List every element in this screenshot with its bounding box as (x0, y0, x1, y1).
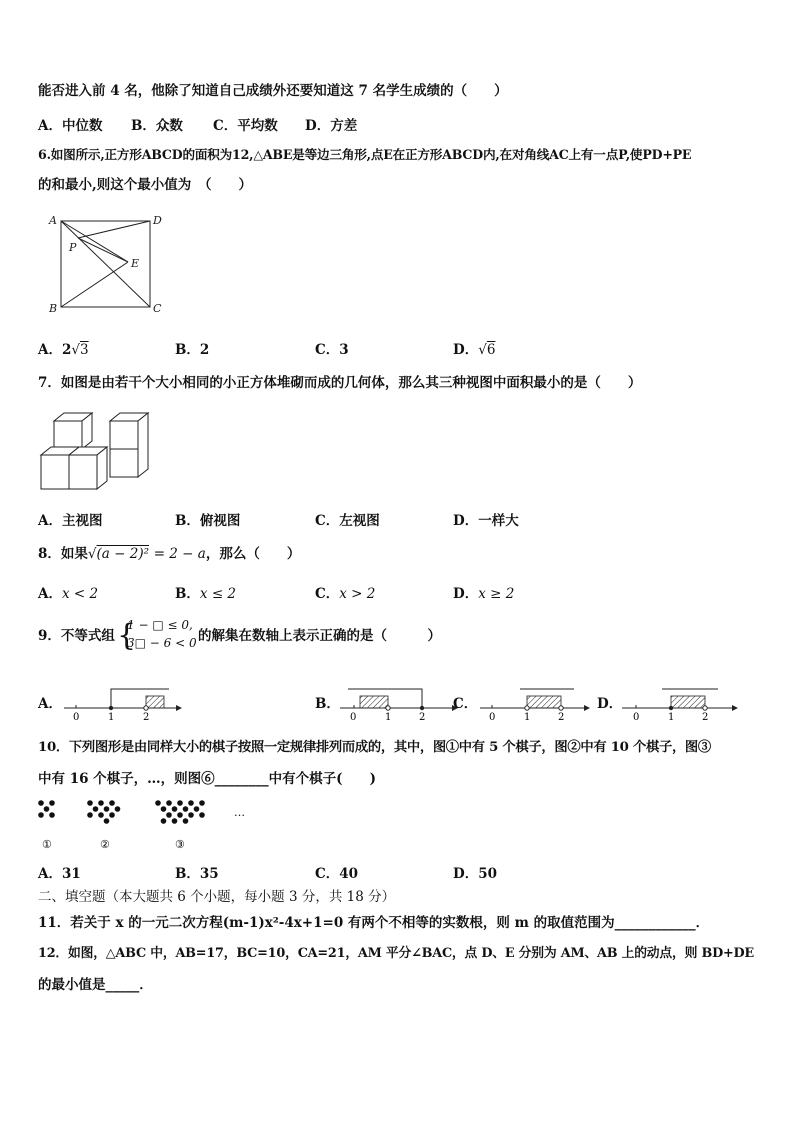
q5-option-c: C．平均数 (213, 118, 278, 134)
axis-label-2: 2 (702, 712, 709, 723)
q7-option-d: D．一样大 (453, 513, 519, 529)
q10-pattern-figure (34, 796, 264, 860)
q6-option-a-label: A．2 (38, 342, 72, 358)
q8-option-a-label: A． (38, 586, 62, 602)
segment-be (61, 262, 128, 307)
q8-option-b (175, 582, 236, 602)
label-a: A (49, 214, 57, 227)
q9-number-line-a (64, 684, 194, 724)
label-e: E (131, 257, 140, 270)
q10-ellipsis: … (234, 806, 245, 819)
q9-brace: { (117, 618, 137, 653)
q6-square-figure (40, 208, 180, 318)
q9-ineq2: 3□ − 6 < 0 (127, 636, 197, 650)
segment-pd (78, 221, 150, 238)
axis-label-0: 0 (73, 712, 80, 723)
sqrt-sign: √ (71, 342, 80, 358)
q9-option-d: D． (597, 696, 623, 712)
q10-fig-label-1: ① (42, 838, 52, 851)
q8-option-a-math: x < 2 (61, 586, 99, 602)
q9-number-line-b (340, 684, 470, 724)
label-d: D (153, 214, 162, 227)
section2-title: 二、填空题（本大题共 6 个小题，每小题 3 分，共 18 分） (38, 889, 396, 905)
q6-option-a-radicand: 3 (79, 342, 89, 358)
q8-prefix: 8．如果 (38, 546, 88, 562)
axis-label-1: 1 (524, 712, 531, 723)
q8-option-a (38, 582, 98, 602)
q5-text: 能否进入前 4 名，他除了知道自己成绩外还要知道这 7 名学生成绩的（ ） (38, 83, 508, 99)
q6-line1: 6.如图所示,正方形ABCD的面积为12,△ABE是等边三角形,点E在正方形ABCD内,在对角线AC上有一点P,使PD+PE (38, 147, 692, 162)
q10-option-b: B．35 (175, 866, 219, 882)
axis-label-0: 0 (633, 712, 640, 723)
q8-option-c (315, 582, 375, 602)
label-b: B (49, 302, 58, 315)
q8-option-b-math: x ≤ 2 (199, 586, 237, 602)
q5-option-d: D．方差 (305, 118, 358, 134)
q6-option-c: C．3 (315, 342, 349, 358)
q10-option-c: C．40 (315, 866, 359, 882)
q6-option-d-label: D． (453, 342, 479, 358)
q8-radicand: (a − 2)² (96, 546, 149, 562)
axis-label-2: 2 (419, 712, 426, 723)
q9-option-b: B． (315, 696, 340, 712)
axis-label-0: 0 (489, 712, 496, 723)
q10-line2: 中有 16 个棋子，…，则图⑥________中有个棋子( ) (38, 771, 376, 787)
label-p: P (69, 241, 77, 254)
q10-option-a: A．31 (38, 866, 81, 882)
q5-option-b: B．众数 (131, 118, 183, 134)
q6-option-d-radicand: 6 (486, 342, 496, 358)
q9-ineq1: 1 − □ ≤ 0, (127, 618, 193, 632)
q5-option-a: A．中位数 (38, 118, 103, 134)
axis-label-2: 2 (558, 712, 565, 723)
q12-line2: 的最小值是_____． (38, 977, 153, 993)
q9-number-line-d (622, 684, 742, 724)
axis-label-1: 1 (108, 712, 115, 723)
q10-fig-label-2: ② (100, 838, 110, 851)
q8-option-c-math: x > 2 (339, 586, 376, 602)
axis-label-1: 1 (385, 712, 392, 723)
q9-option-a: A． (38, 696, 62, 712)
q10-line1: 10．下列图形是由同样大小的棋子按照一定规律排列而成的，其中，图①中有 5 个棋子，图②中有 10 个棋子，图③ (38, 740, 711, 755)
q12-line1: 12．如图，△ABC 中，AB=17，BC=10，CA=21，AM 平分∠BAC，点 D、E 分别为 AM、AB 上的动点，则 BD+DE (38, 946, 754, 961)
q8-text (38, 545, 300, 563)
q9-prefix: 9．不等式组 (38, 628, 115, 644)
q10-option-d: D．50 (453, 866, 497, 882)
sqrt-sign: √ (87, 546, 97, 562)
q9-option-c: C． (453, 696, 478, 712)
q7-option-a: A．主视图 (38, 513, 103, 529)
q8-suffix: ，那么（ ） (205, 546, 301, 562)
q7-cube-figure (38, 406, 158, 492)
sqrt-sign: √ (478, 342, 487, 358)
q8-option-d (453, 582, 514, 602)
q11-text: 11．若关于 x 的一元二次方程(m-1)x²-4x+1=0 有两个不相等的实数根，则 m 的取值范围为____________． (38, 915, 710, 931)
axis-label-1: 1 (668, 712, 675, 723)
segment-pe (78, 238, 128, 262)
axis-label-0: 0 (350, 712, 357, 723)
q6-option-d (453, 338, 495, 358)
axis-label-2: 2 (143, 712, 150, 723)
q10-fig-label-3: ③ (175, 838, 185, 851)
q6-option-b: B．2 (175, 342, 210, 358)
q9-number-line-c (480, 684, 590, 724)
q8-rhs: = 2 − a (153, 546, 206, 562)
q6-line2: 的和最小,则这个最小值为 （ ） (38, 177, 252, 193)
q9-suffix: 的解集在数轴上表示正确的是（ ） (198, 628, 441, 644)
q8-option-d-label: D． (453, 586, 479, 602)
q8-option-c-label: C． (315, 586, 340, 602)
q7-option-c: C．左视图 (315, 513, 380, 529)
q8-option-d-math: x ≥ 2 (478, 586, 515, 602)
q8-option-b-label: B． (175, 586, 200, 602)
q6-option-a (38, 338, 89, 358)
q7-text: 7．如图是由若干个大小相同的小正方体堆砌而成的几何体，那么其三种视图中面积最小的是（ ） (38, 375, 642, 391)
label-c: C (153, 302, 162, 315)
q7-option-b: B．俯视图 (175, 513, 241, 529)
